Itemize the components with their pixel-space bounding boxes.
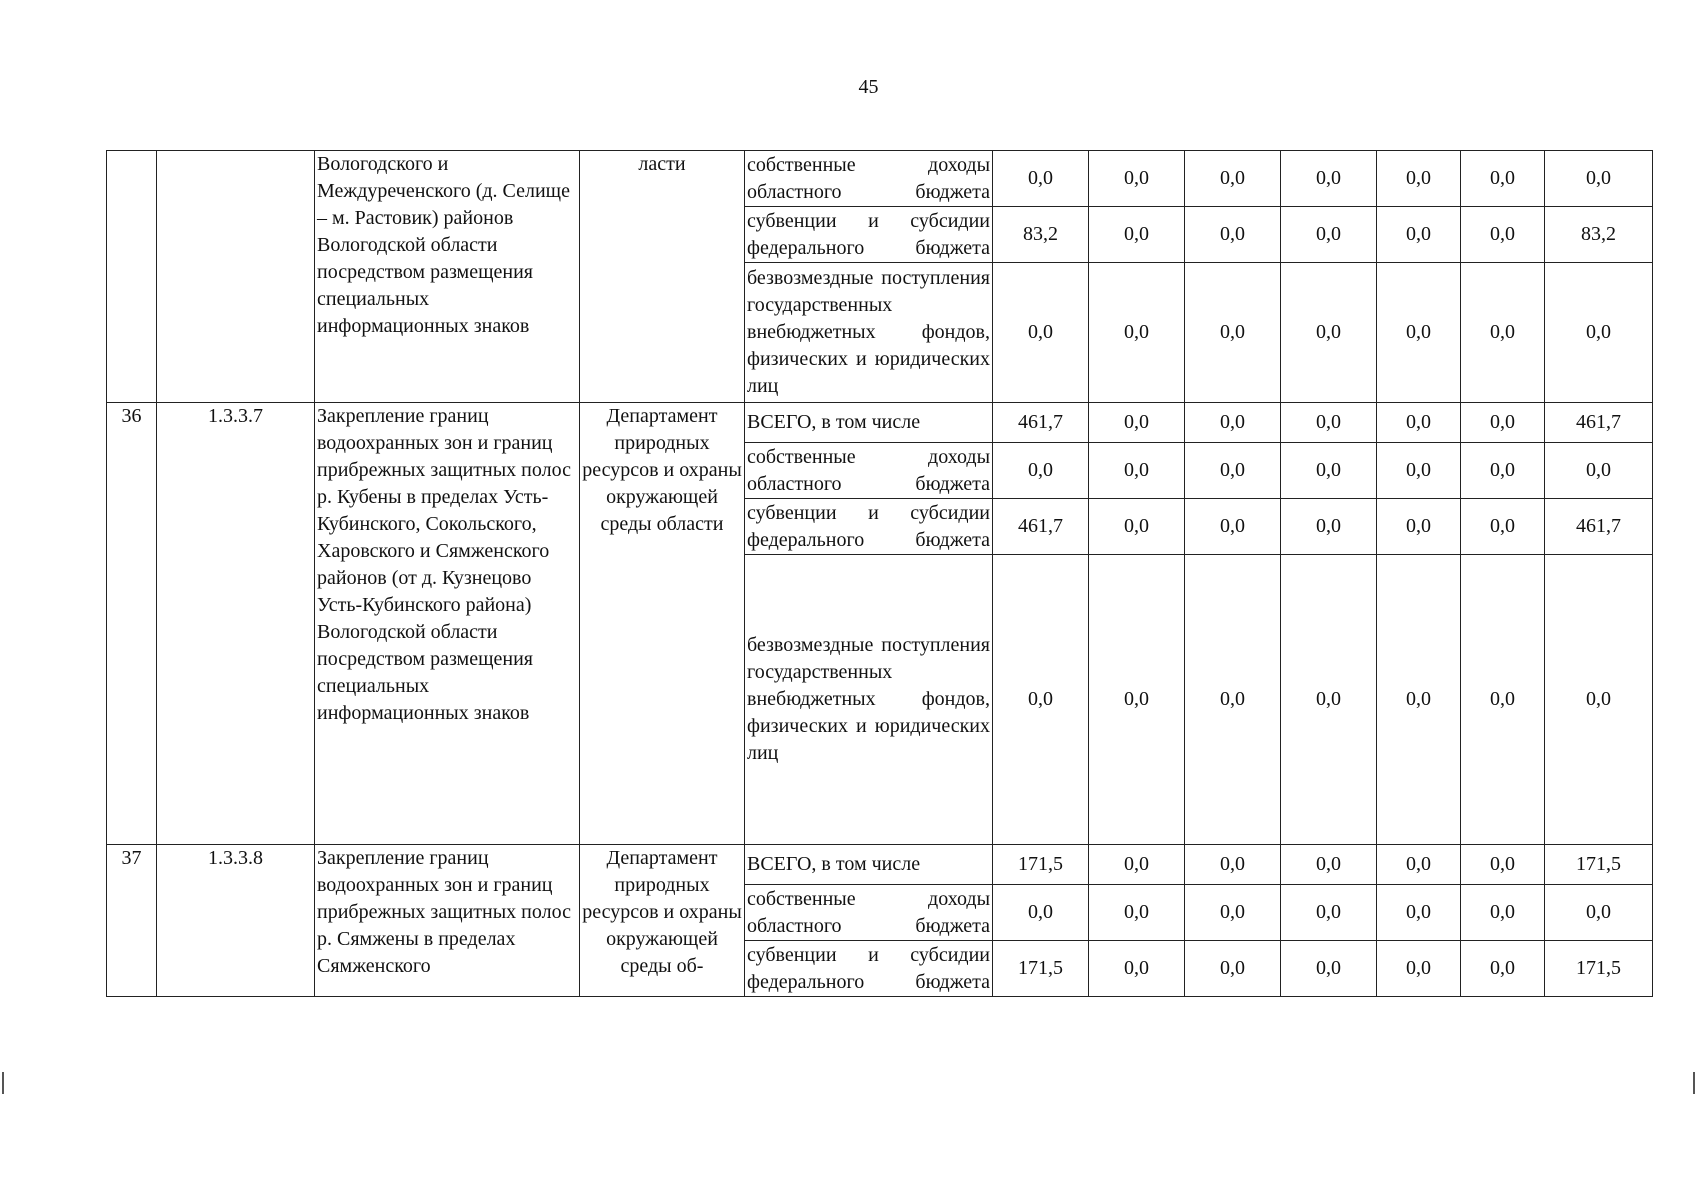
value-cell: 0,0: [1377, 151, 1461, 207]
value-cell: 0,0: [993, 443, 1089, 499]
value-cell: 0,0: [1281, 941, 1377, 997]
value-cell: 0,0: [1185, 443, 1281, 499]
value-cell: 0,0: [1089, 403, 1185, 443]
value-cell: 0,0: [1377, 555, 1461, 845]
table-row: [107, 151, 1653, 207]
table-row: [107, 403, 1653, 443]
value-cell: 0,0: [1281, 151, 1377, 207]
funding-source-label: субвенции и субсидии федерального бюджета: [745, 499, 993, 555]
value-cell: 0,0: [1281, 443, 1377, 499]
funding-source-label: ВСЕГО, в том числе: [745, 845, 993, 885]
value-cell: 0,0: [1185, 885, 1281, 941]
value-cell: 0,0: [1461, 151, 1545, 207]
value-cell: 0,0: [1281, 885, 1377, 941]
funding-source-label: собственные доходы областного бюджета: [745, 885, 993, 941]
value-cell: 0,0: [1089, 207, 1185, 263]
value-cell: 0,0: [1281, 499, 1377, 555]
value-cell: 0,0: [1377, 941, 1461, 997]
value-cell: 0,0: [1089, 263, 1185, 403]
executor-cell: ласти: [580, 151, 745, 403]
value-cell: 0,0: [1461, 845, 1545, 885]
value-cell: 83,2: [1545, 207, 1653, 263]
value-cell: 0,0: [1281, 263, 1377, 403]
value-cell: 0,0: [1377, 845, 1461, 885]
value-cell: 0,0: [1461, 443, 1545, 499]
value-cell: 0,0: [1461, 499, 1545, 555]
value-cell: 0,0: [1185, 845, 1281, 885]
value-cell: 0,0: [1089, 885, 1185, 941]
funding-source-label: субвенции и субсидии федерального бюджета: [745, 941, 993, 997]
value-cell: 0,0: [1185, 941, 1281, 997]
value-cell: 0,0: [1461, 555, 1545, 845]
value-cell: 0,0: [1089, 151, 1185, 207]
value-cell: 461,7: [993, 499, 1089, 555]
row-code-cell: 1.3.3.8: [157, 845, 315, 997]
funding-source-label: безвозмездные поступления государственных внебюджетных фондов, физических и юридических лиц: [745, 263, 993, 403]
value-cell: 171,5: [1545, 845, 1653, 885]
budget-table: [106, 150, 1653, 997]
value-cell: 0,0: [1545, 263, 1653, 403]
value-cell: 0,0: [1281, 555, 1377, 845]
value-cell: 0,0: [1461, 885, 1545, 941]
executor-cell: Департамент природных ресурсов и охраны окружающей среды области: [580, 403, 745, 845]
value-cell: 0,0: [1461, 403, 1545, 443]
funding-source-label: собственные доходы областного бюджета: [745, 443, 993, 499]
value-cell: 0,0: [1377, 499, 1461, 555]
value-cell: 171,5: [993, 845, 1089, 885]
value-cell: 0,0: [1185, 151, 1281, 207]
row-number-cell: 36: [107, 403, 157, 845]
value-cell: 0,0: [1545, 885, 1653, 941]
value-cell: 0,0: [1461, 207, 1545, 263]
value-cell: 0,0: [1461, 941, 1545, 997]
measure-name-cell: Вологодского и Междуреченского (д. Селище – м. Растовик) районов Вологодской области посредством размещения специальных информационных знаков: [315, 151, 580, 403]
value-cell: 0,0: [1089, 555, 1185, 845]
value-cell: 0,0: [1089, 941, 1185, 997]
value-cell: 0,0: [1281, 207, 1377, 263]
value-cell: 0,0: [1377, 207, 1461, 263]
value-cell: 0,0: [1545, 151, 1653, 207]
value-cell: 0,0: [993, 151, 1089, 207]
value-cell: 0,0: [1185, 403, 1281, 443]
funding-source-label: ВСЕГО, в том числе: [745, 403, 993, 443]
value-cell: 461,7: [1545, 499, 1653, 555]
value-cell: 0,0: [1185, 555, 1281, 845]
value-cell: 171,5: [993, 941, 1089, 997]
scan-edge-mark-left: [2, 1072, 4, 1094]
value-cell: 0,0: [1185, 207, 1281, 263]
funding-source-label: безвозмездные поступления государственных внебюджетных фондов, физических и юридических лиц: [745, 555, 993, 845]
value-cell: 0,0: [1089, 443, 1185, 499]
value-cell: 171,5: [1545, 941, 1653, 997]
value-cell: 0,0: [1089, 499, 1185, 555]
scan-edge-mark-right: [1693, 1072, 1695, 1094]
executor-cell: Департамент природных ресурсов и охраны окружающей среды об-: [580, 845, 745, 997]
value-cell: 0,0: [993, 263, 1089, 403]
row-code-cell: [157, 151, 315, 403]
value-cell: 83,2: [993, 207, 1089, 263]
value-cell: 0,0: [1545, 555, 1653, 845]
page-number: 45: [858, 76, 879, 98]
value-cell: 0,0: [1281, 403, 1377, 443]
value-cell: 0,0: [1185, 499, 1281, 555]
value-cell: 0,0: [993, 555, 1089, 845]
value-cell: 461,7: [1545, 403, 1653, 443]
measure-name-cell: Закрепление границ водоохранных зон и границ прибрежных защитных полос р. Сямжены в пределах Сямженского: [315, 845, 580, 997]
value-cell: 461,7: [993, 403, 1089, 443]
value-cell: 0,0: [1185, 263, 1281, 403]
value-cell: 0,0: [1377, 403, 1461, 443]
row-number-cell: [107, 151, 157, 403]
row-number-cell: 37: [107, 845, 157, 997]
funding-source-label: субвенции и субсидии федерального бюджета: [745, 207, 993, 263]
value-cell: 0,0: [1377, 885, 1461, 941]
value-cell: 0,0: [1545, 443, 1653, 499]
value-cell: 0,0: [1377, 263, 1461, 403]
value-cell: 0,0: [1377, 443, 1461, 499]
value-cell: 0,0: [1461, 263, 1545, 403]
measure-name-cell: Закрепление границ водоохранных зон и границ прибрежных защитных полос р. Кубены в пределах Усть-Кубинского, Сокольского, Харовского и Сямженского районов (от д. Кузнецово Усть-Кубинского района) Вологодской области посредством размещения специальных информационных знаков: [315, 403, 580, 845]
value-cell: 0,0: [993, 885, 1089, 941]
row-code-cell: 1.3.3.7: [157, 403, 315, 845]
funding-source-label: собственные доходы областного бюджета: [745, 151, 993, 207]
value-cell: 0,0: [1089, 845, 1185, 885]
value-cell: 0,0: [1281, 845, 1377, 885]
table-row: [107, 845, 1653, 885]
